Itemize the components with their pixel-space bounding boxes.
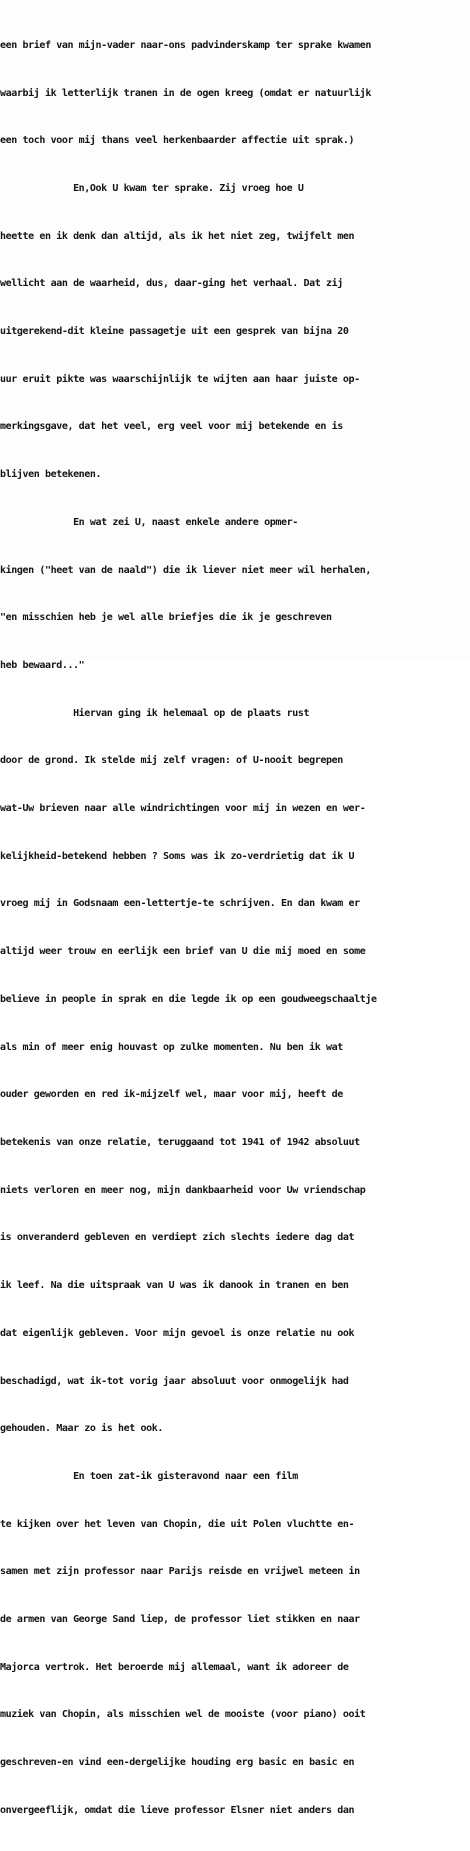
text-line: niets verloren en meer nog, mijn dankbaarheid voor Uw vriendschap — [0, 1184, 366, 1196]
text-line: betekenis van onze relatie, teruggaand tot 1941 of 1942 absoluut — [0, 1136, 360, 1148]
text-line: door de grond. Ik stelde mij zelf vragen: of U-nooit begrepen — [0, 755, 343, 767]
text-line: En wat zei U, naast enkele andere opmer- — [0, 516, 298, 528]
text-line: samen met zijn professor naar Parijs reisde en vrijwel meteen in — [0, 1566, 360, 1578]
text-line: waarbij ik letterlijk tranen in de ogen kreeg (omdat er natuurlijk — [0, 87, 371, 99]
text-line: uitgerekend-dit kleine passagetje uit een gesprek van bijna 20 — [0, 326, 349, 338]
text-line: muziek van Chopin, als misschien wel de mooiste (voor piano) ooit — [0, 1709, 366, 1721]
text-line: als min of meer enig houvast op zulke momenten. Nu ben ik wat — [0, 1041, 343, 1053]
text-line: En,Ook U kwam ter sprake. Zij vroeg hoe U — [0, 182, 304, 194]
text-line: heette en ik denk dan altijd, als ik het niet zeg, twijfelt men — [0, 230, 355, 242]
text-line: is onveranderd gebleven en verdiept zich slechts iedere dag dat — [0, 1232, 355, 1244]
text-line: geschreven-en vind een-dergelijke houding erg basic en basic en — [0, 1757, 355, 1769]
text-line: onvergeeflijk, omdat die lieve professor Elsner niet anders dan — [0, 1804, 355, 1816]
text-line: wellicht aan de waarheid, dus, daar-ging het verhaal. Dat zij — [0, 278, 343, 290]
text-line: een toch voor mij thans veel herkenbaarder affectie uit sprak.) — [0, 135, 355, 147]
text-line: "en misschien heb je wel alle briefjes die ik je geschreven — [0, 612, 332, 624]
text-line: Hiervan ging ik helemaal op de plaats rust — [0, 707, 310, 719]
text-line: blijven betekenen. — [0, 469, 102, 481]
text-line: gehouden. Maar zo is het ook. — [0, 1423, 163, 1435]
text-line: merkingsgave, dat het veel, erg veel voor mij betekende en is — [0, 421, 343, 433]
text-line: heb bewaard..." — [0, 659, 85, 671]
text-line: kingen ("heet van de naald") die ik liever niet meer wil herhalen, — [0, 564, 371, 576]
text-line: te kijken over het leven van Chopin, die uit Polen vluchtte en- — [0, 1518, 355, 1530]
text-line: dat eigenlijk gebleven. Voor mijn gevoel is onze relatie nu ook — [0, 1327, 355, 1339]
text-line: ik leef. Na die uitspraak van U was ik danook in tranen en ben — [0, 1280, 349, 1292]
text-line: ouder geworden en red ik-mijzelf wel, maar voor mij, heeft de — [0, 1089, 343, 1101]
text-line: beschadigd, wat ik-tot vorig jaar absoluut voor onmogelijk had — [0, 1375, 349, 1387]
text-line: vroeg mij in Godsnaam een-lettertje-te schrijven. En dan kwam er — [0, 898, 360, 910]
text-line: Majorca vertrok. Het beroerde mij allemaal, want ik adoreer de — [0, 1661, 349, 1673]
text-line: altijd weer trouw en eerlijk een brief van U die mij moed en some — [0, 946, 366, 958]
text-line: kelijkheid-betekend hebben ? Soms was ik zo-verdrietig dat ik U — [0, 850, 355, 862]
text-line: En toen zat-ik gisteravond naar een film — [0, 1470, 298, 1482]
letter-body — [0, 6, 470, 1851]
text-line: uur eruit pikte was waarschijnlijk te wijten aan haar juiste op- — [0, 373, 360, 385]
text-line: de armen van George Sand liep, de professor liet stikken en naar — [0, 1614, 360, 1626]
text-line: believe in people in sprak en die legde ik op een goudweegschaaltje — [0, 993, 377, 1005]
text-line: wat-Uw brieven naar alle windrichtingen voor mij in wezen en wer- — [0, 803, 366, 815]
text-line: een brief van mijn-vader naar-ons padvinderskamp ter sprake kwamen — [0, 39, 371, 51]
